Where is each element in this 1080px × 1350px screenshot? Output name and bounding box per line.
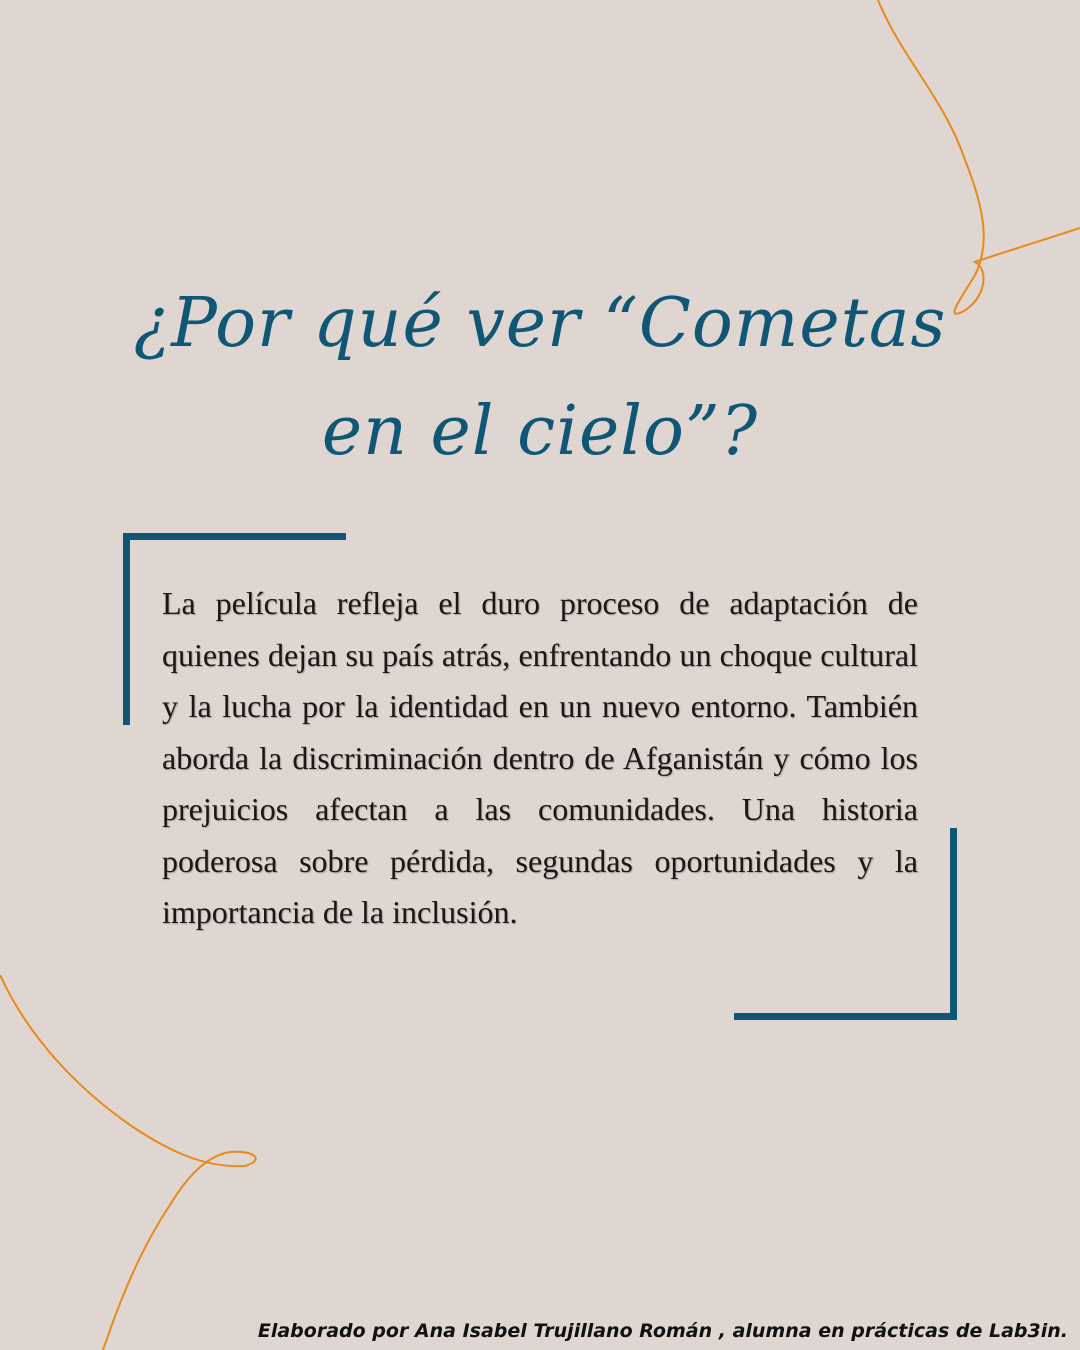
top-right-curve bbox=[878, 0, 1080, 314]
body-paragraph: La película refleja el duro proceso de adaptación de quienes dejan su país atrás, enfrentando un choque cultural y la lucha por la identidad en un nuevo entorno. También aborda la discriminación dentro de Afganistán y cómo los prejuicios afectan a las comunidades. Una historia poderosa sobre pérdida, segundas oportunidades y la importancia de la inclusión. bbox=[162, 585, 918, 930]
page-title: ¿Por qué ver “Cometas en el cielo”? bbox=[133, 284, 947, 471]
bottom-right-bracket-vertical bbox=[950, 828, 957, 1020]
top-left-bracket-vertical bbox=[123, 533, 130, 725]
bottom-right-bracket-horizontal bbox=[734, 1013, 957, 1020]
author-credit: Elaborado por Ana Isabel Trujillano Román , alumna en prácticas de Lab3in. bbox=[257, 1320, 1068, 1342]
top-left-bracket-horizontal bbox=[123, 533, 346, 540]
bottom-left-curve bbox=[0, 975, 256, 1350]
